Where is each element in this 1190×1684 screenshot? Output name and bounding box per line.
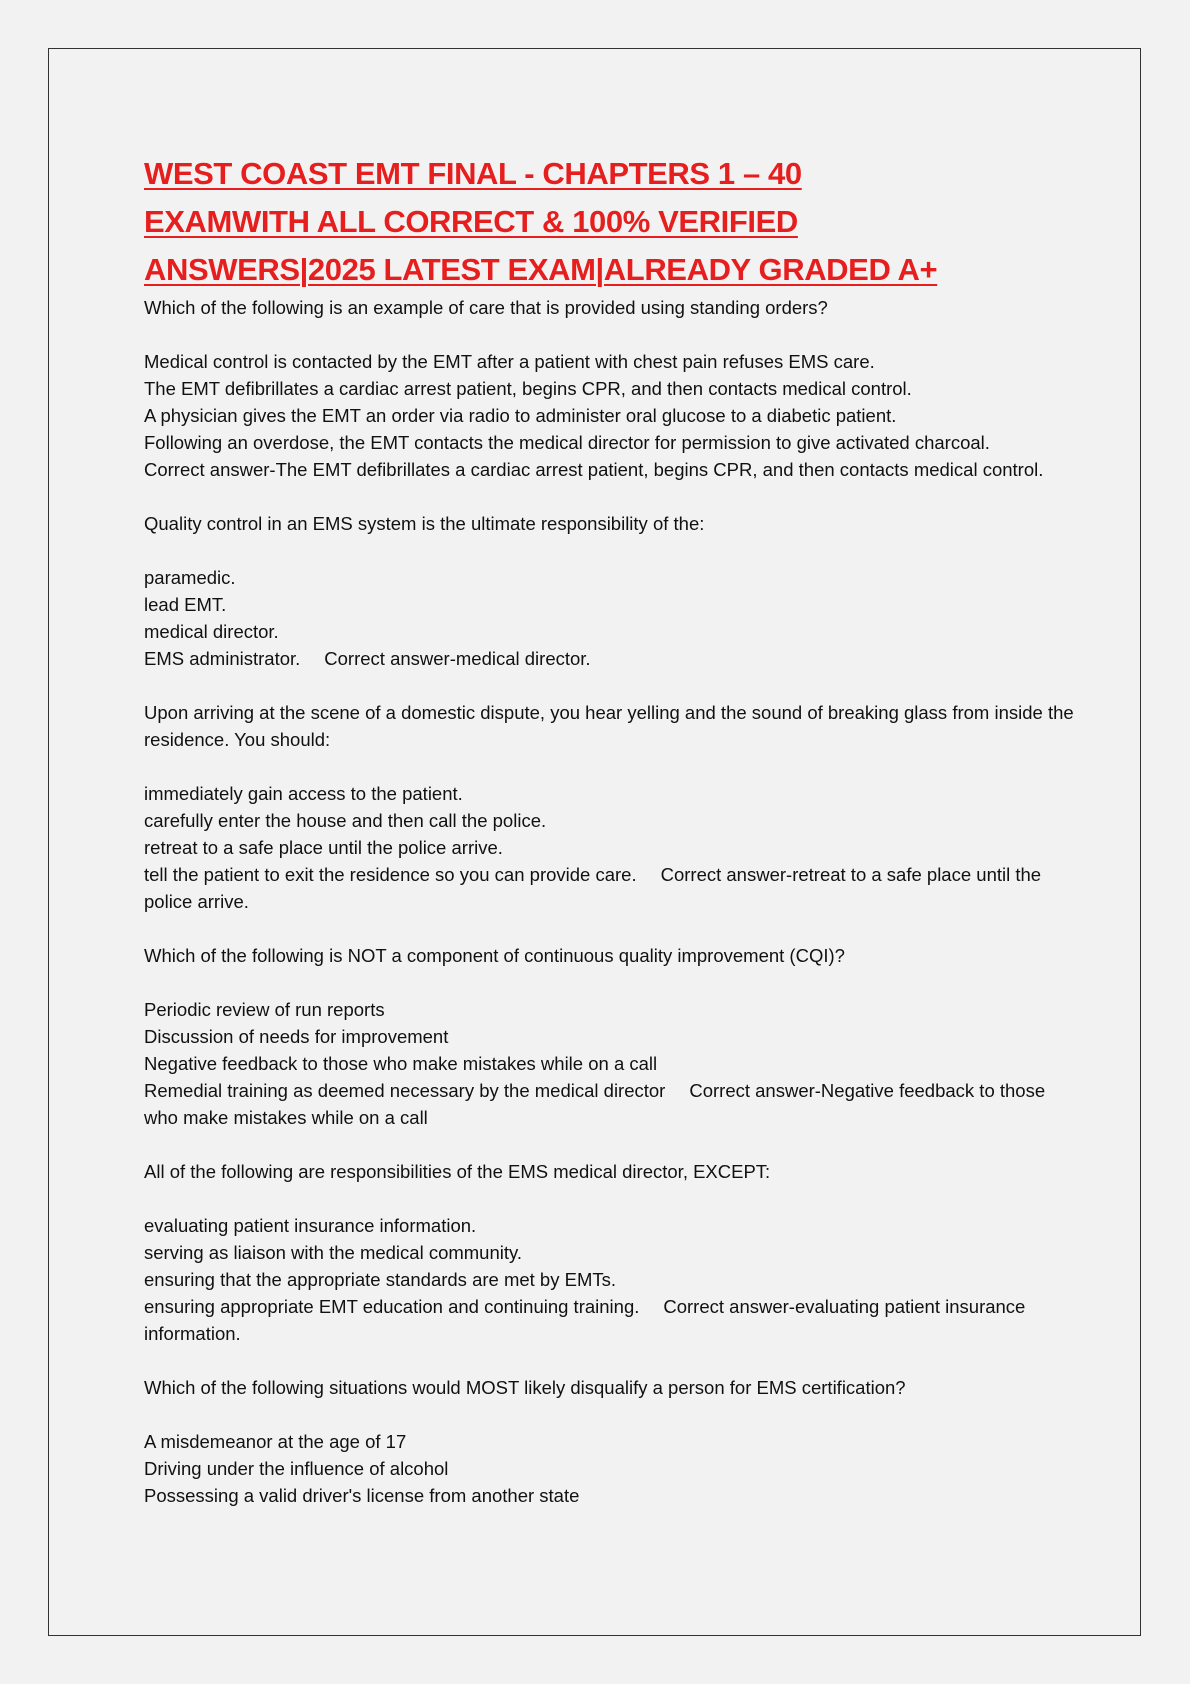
answer-option: Following an overdose, the EMT contacts the medical director for permission to give activated charcoal. xyxy=(144,432,990,453)
answer-option: evaluating patient insurance information. xyxy=(144,1215,477,1236)
answer-option: Medical control is contacted by the EMT after a patient with chest pain refuses EMS care. xyxy=(144,351,875,372)
answer-option: Driving under the influence of alcohol xyxy=(144,1458,449,1479)
title-line: EXAMWITH ALL CORRECT & 100% VERIFIED xyxy=(144,204,798,239)
question-block xyxy=(144,510,1074,672)
answer-option: Negative feedback to those who make mistakes while on a call xyxy=(144,1053,658,1074)
question-text: Which of the following is an example of care that is provided using standing orders? xyxy=(144,297,828,318)
question-text: Which of the following is NOT a component of continuous quality improvement (CQI)? xyxy=(144,945,845,966)
question-text: All of the following are responsibilities of the EMS medical director, EXCEPT: xyxy=(144,1161,771,1182)
answer-option: retreat to a safe place until the police arrive. xyxy=(144,837,503,858)
correct-answer: Correct answer-retreat to a safe place until the police arrive. xyxy=(144,864,1042,912)
answer-option: serving as liaison with the medical community. xyxy=(144,1242,523,1263)
answer-option: medical director. xyxy=(144,621,279,642)
correct-answer: Correct answer-The EMT defibrillates a cardiac arrest patient, begins CPR, and then contacts medical control. xyxy=(144,459,1044,480)
document-content xyxy=(144,150,1074,1509)
answer-option-with-correct-answer xyxy=(144,861,1074,915)
answer-option: ensuring that the appropriate standards are met by EMTs. xyxy=(144,1269,617,1290)
correct-answer: Correct answer-evaluating patient insurance information. xyxy=(144,1296,1026,1344)
answer-option: lead EMT. xyxy=(144,594,227,615)
answer-option: The EMT defibrillates a cardiac arrest patient, begins CPR, and then contacts medical control. xyxy=(144,378,912,399)
question-text: Which of the following situations would MOST likely disqualify a person for EMS certification? xyxy=(144,1377,906,1398)
answer-option: Remedial training as deemed necessary by the medical director xyxy=(144,1080,666,1101)
answer-option-with-correct-answer xyxy=(144,429,1074,483)
correct-answer: Correct answer-Negative feedback to those who make mistakes while on a call xyxy=(144,1080,1046,1128)
questions-list xyxy=(144,294,1074,1509)
answer-option: Periodic review of run reports xyxy=(144,999,385,1020)
question-text: Upon arriving at the scene of a domestic dispute, you hear yelling and the sound of breaking glass from inside the residence. You should: xyxy=(144,702,1074,750)
question-block xyxy=(144,1158,1074,1347)
question-block xyxy=(144,699,1074,915)
answer-option: carefully enter the house and then call the police. xyxy=(144,810,547,831)
question-block xyxy=(144,294,1074,483)
title-line: WEST COAST EMT FINAL - CHAPTERS 1 – 40 xyxy=(144,156,802,191)
answer-option: immediately gain access to the patient. xyxy=(144,783,463,804)
document-title xyxy=(144,150,1074,294)
answer-option: A misdemeanor at the age of 17 xyxy=(144,1431,407,1452)
answer-option: tell the patient to exit the residence so you can provide care. xyxy=(144,864,637,885)
answer-option: paramedic. xyxy=(144,567,236,588)
answer-option: ensuring appropriate EMT education and continuing training. xyxy=(144,1296,640,1317)
answer-option-with-correct-answer xyxy=(144,1077,1074,1131)
question-block xyxy=(144,942,1074,1131)
answer-option-with-correct-answer xyxy=(144,645,1074,672)
question-block xyxy=(144,1374,1074,1509)
answer-option: Discussion of needs for improvement xyxy=(144,1026,449,1047)
question-text: Quality control in an EMS system is the ultimate responsibility of the: xyxy=(144,513,705,534)
answer-option: EMS administrator. xyxy=(144,648,301,669)
correct-answer: Correct answer-medical director. xyxy=(324,648,591,669)
answer-option: Possessing a valid driver's license from another state xyxy=(144,1485,580,1506)
answer-option-with-correct-answer xyxy=(144,1293,1074,1347)
answer-option: A physician gives the EMT an order via radio to administer oral glucose to a diabetic patient. xyxy=(144,405,897,426)
title-line: ANSWERS|2025 LATEST EXAM|ALREADY GRADED A+ xyxy=(144,252,938,287)
